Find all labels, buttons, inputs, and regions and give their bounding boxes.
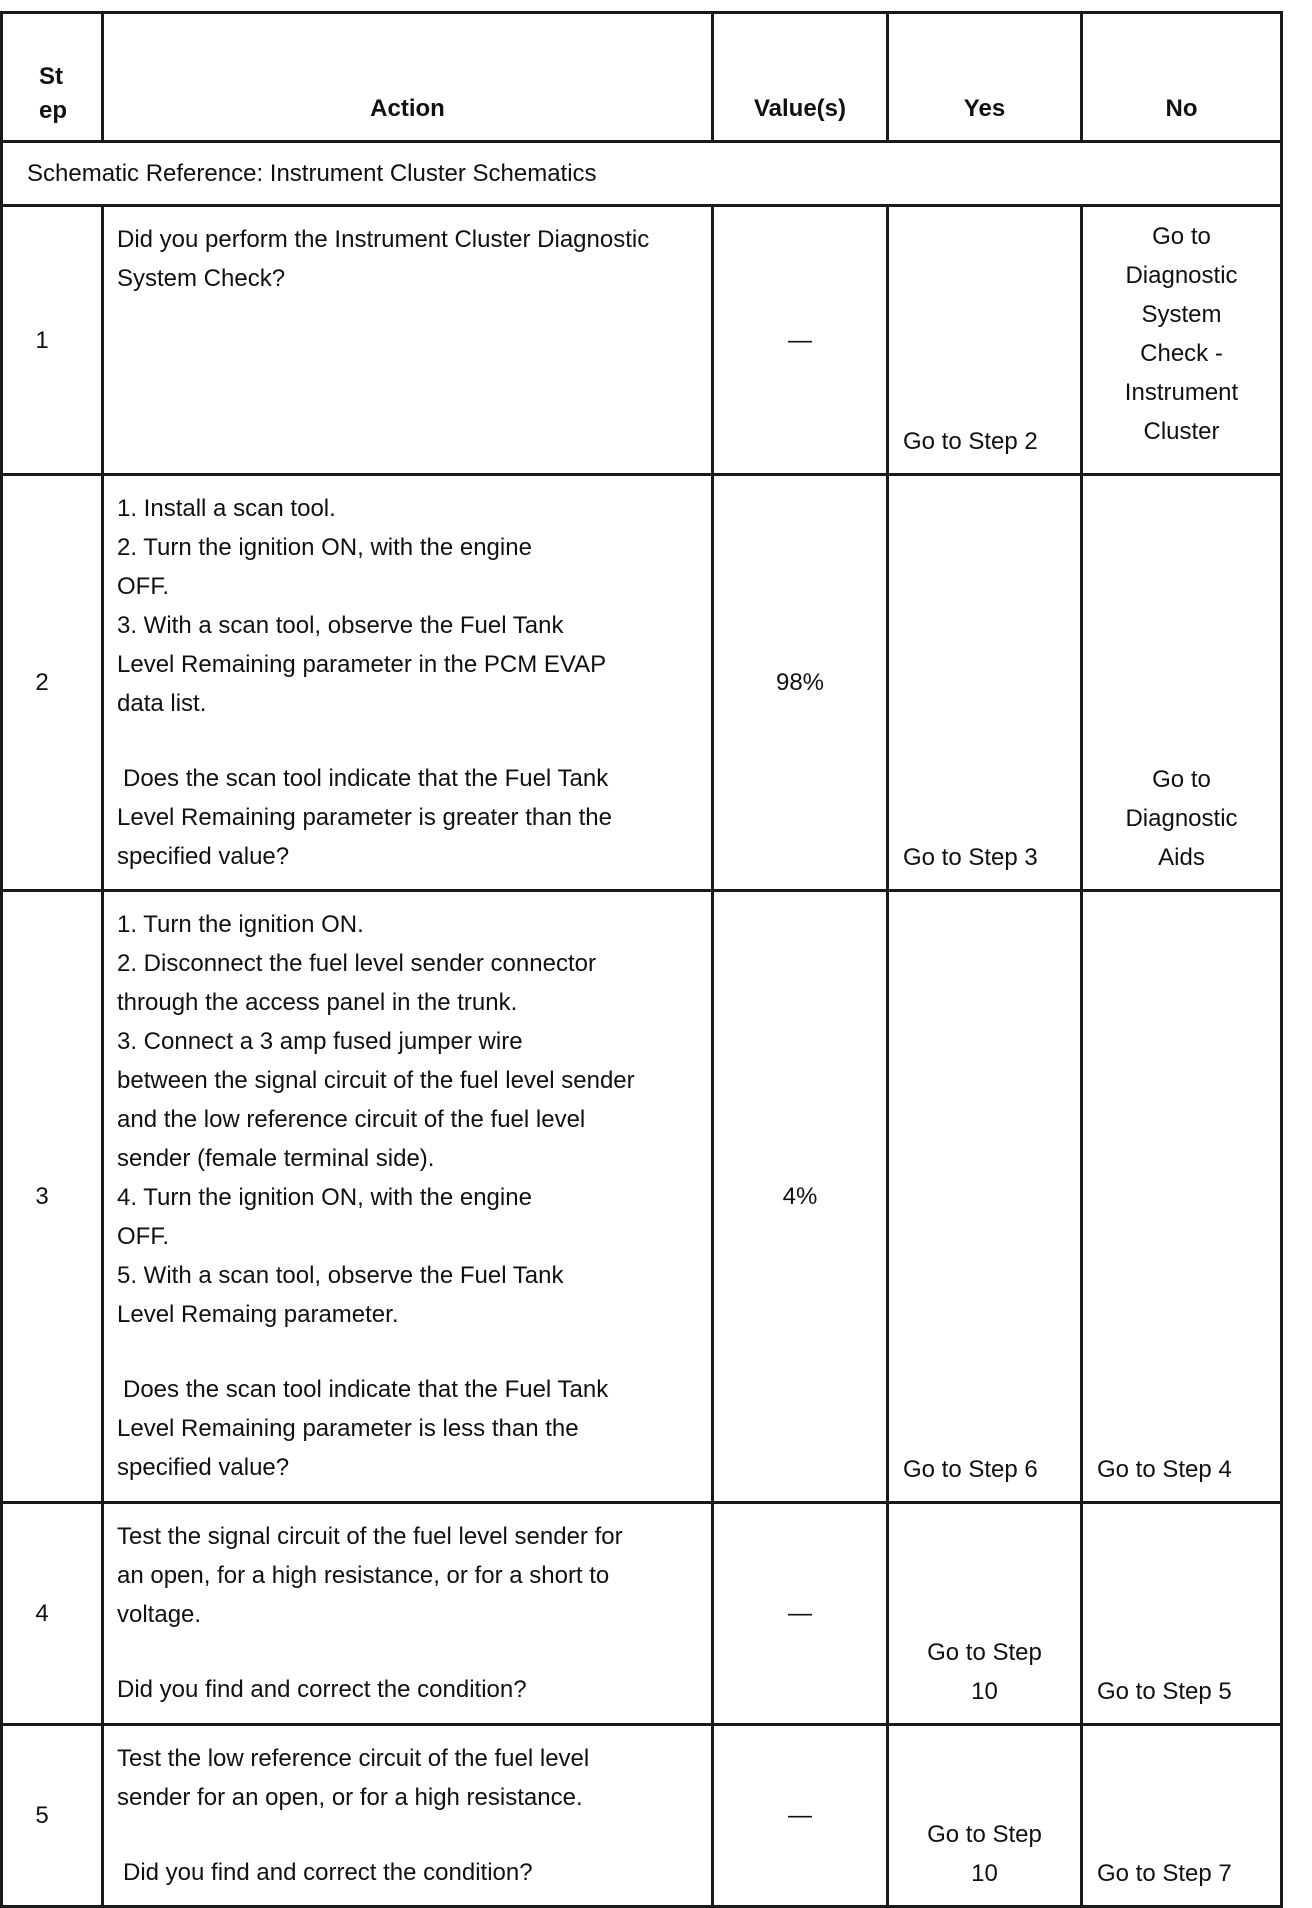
action-cell [103,206,713,475]
value-cell: 98% [713,475,888,891]
step-number: 1 [2,206,103,475]
no-line: Go to Step 4 [1097,1456,1232,1483]
action-line: System Check? [117,265,286,292]
action-cell [103,475,713,891]
header-step-line-1: St [39,63,63,90]
yes-cell: Go to Step 6 [888,891,1082,1503]
action-cell [103,891,713,1503]
schematic-reference: Schematic Reference: Instrument Cluster Schematics [2,142,1282,206]
action-line: Did you perform the Instrument Cluster Diagnostic [117,226,650,253]
spacer [117,1334,701,1370]
header-step-line-2: ep [39,97,68,124]
step-number: 4 [2,1503,103,1725]
header-values: Value(s) [713,13,888,142]
question-line: Level Remaining parameter is greater than the [117,804,612,831]
no-line: Instrument [1124,379,1239,406]
no-line: Diagnostic [1125,805,1238,832]
question-line: specified value? [117,843,290,870]
question-line: Did you find and correct the condition? [117,1676,527,1703]
no-line: Aids [1158,844,1205,871]
table-row [2,1725,1282,1907]
spacer [117,1634,701,1670]
spacer [117,1817,701,1853]
header-yes: Yes [888,13,1082,142]
action-line: 4. Turn the ignition ON, with the engine [117,1184,532,1211]
step-number: 5 [2,1725,103,1907]
header-step [2,13,103,142]
value-cell: — [713,1503,888,1725]
action-line: 2. Turn the ignition ON, with the engine [117,534,532,561]
action-line: sender (female terminal side). [117,1145,435,1172]
question-line: Does the scan tool indicate that the Fuel Tank [123,765,609,792]
action-line: and the low reference circuit of the fuel level [117,1106,586,1133]
question-line: Does the scan tool indicate that the Fuel Tank [123,1376,609,1403]
no-line: Diagnostic [1125,262,1238,289]
action-line: 1. Turn the ignition ON. [117,911,364,938]
action-cell [103,1503,713,1725]
action-line: Test the low reference circuit of the fuel level [117,1745,590,1772]
table-row [2,206,1282,475]
schematic-reference-row [2,142,1282,206]
header-action: Action [103,13,713,142]
value-cell: 4% [713,891,888,1503]
yes-cell [888,1503,1082,1725]
action-line: Level Remaining parameter in the PCM EVAP [117,651,607,678]
action-line: OFF. [117,573,169,600]
action-line: voltage. [117,1601,202,1628]
action-line: an open, for a high resistance, or for a short to [117,1562,610,1589]
table-row [2,1503,1282,1725]
table-row [2,891,1282,1503]
question-line: Did you find and correct the condition? [123,1859,533,1886]
header-no: No [1082,13,1282,142]
no-cell [1082,1725,1282,1907]
action-line: 5. With a scan tool, observe the Fuel Tank [117,1262,564,1289]
yes-line: Go to Step [927,1639,1042,1666]
action-line: Level Remaing parameter. [117,1301,399,1328]
action-line: 3. With a scan tool, observe the Fuel Tank [117,612,564,639]
action-line: between the signal circuit of the fuel level sender [117,1067,635,1094]
question-line: specified value? [117,1454,290,1481]
action-line: 2. Disconnect the fuel level sender connector [117,950,596,977]
diagnostic-table [0,11,1283,1908]
action-line: 1. Install a scan tool. [117,495,336,522]
action-line: data list. [117,690,207,717]
no-cell [1082,891,1282,1503]
no-line: Go to Step 7 [1097,1860,1232,1887]
no-line: Go to Step 5 [1097,1678,1232,1705]
no-line: Check - [1140,340,1223,367]
no-line: System [1141,301,1222,328]
yes-cell [888,1725,1082,1907]
no-line: Go to [1152,223,1211,250]
spacer [117,723,701,759]
action-line: sender for an open, or for a high resistance. [117,1784,583,1811]
no-cell [1082,206,1282,475]
yes-line: Go to Step [927,1821,1042,1848]
table-row [2,475,1282,891]
yes-cell: Go to Step 2 [888,206,1082,475]
no-line: Go to [1152,766,1211,793]
action-line: 3. Connect a 3 amp fused jumper wire [117,1028,523,1055]
yes-line: 10 [971,1860,998,1887]
no-line: Cluster [1143,418,1220,445]
value-cell: — [713,1725,888,1907]
action-line: Test the signal circuit of the fuel level sender for [117,1523,623,1550]
no-cell [1082,475,1282,891]
header-row [2,13,1282,142]
action-line: through the access panel in the trunk. [117,989,518,1016]
step-number: 3 [2,891,103,1503]
question-line: Level Remaining parameter is less than the [117,1415,579,1442]
step-number: 2 [2,475,103,891]
yes-line: 10 [971,1678,998,1705]
value-cell: — [713,206,888,475]
yes-cell: Go to Step 3 [888,475,1082,891]
action-cell [103,1725,713,1907]
action-line: OFF. [117,1223,169,1250]
no-cell [1082,1503,1282,1725]
